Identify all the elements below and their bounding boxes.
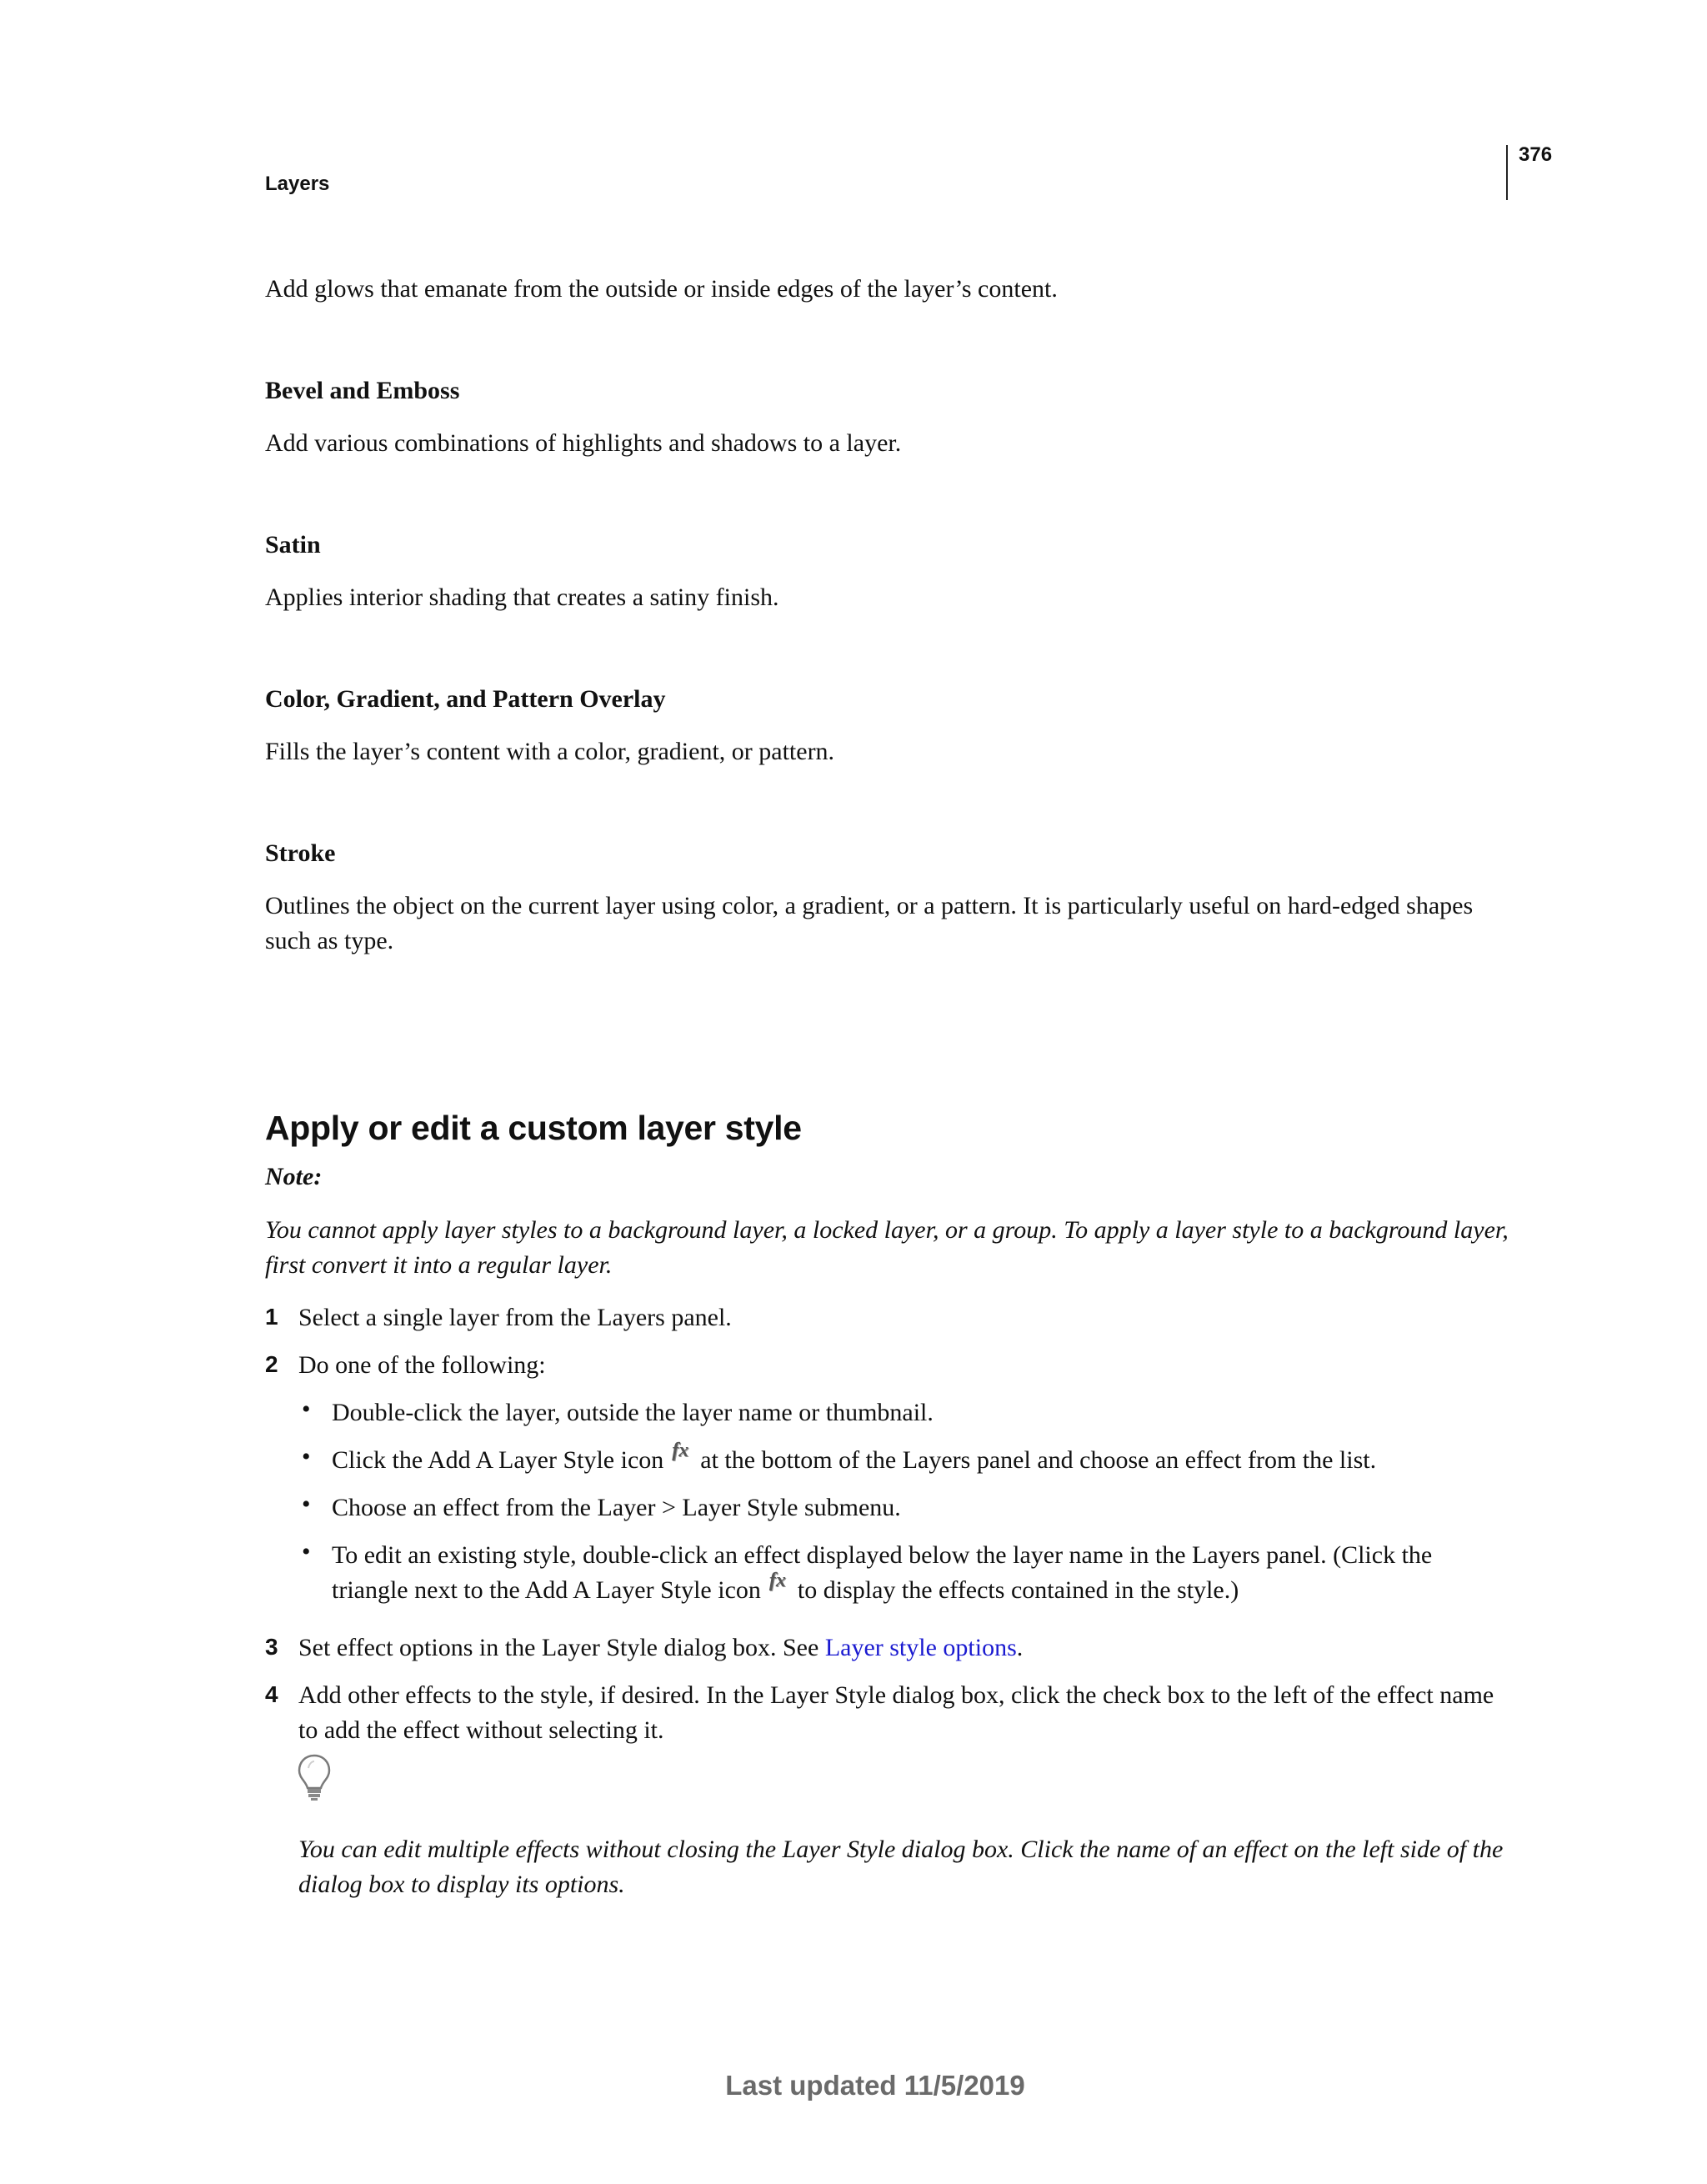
effect-text-satin: Applies interior shading that creates a satiny finish. — [265, 584, 779, 611]
effect-title-stroke: Stroke — [265, 839, 336, 867]
step-text-4: Add other effects to the style, if desired. In the Layer Style dialog box, click the check box to the left of the effect name to add the effect without selecting it. — [298, 1681, 1494, 1744]
bullet-4-marker: • — [302, 1538, 311, 1565]
tip-text: You can edit multiple effects without closing the Layer Style dialog box. Click the name of an effect on the left side of the dialog box to display its options. — [298, 1836, 1504, 1898]
step-number-4: 4 — [265, 1681, 278, 1707]
section-heading: Apply or edit a custom layer style — [265, 1109, 802, 1147]
page-number: 376 — [1519, 143, 1553, 166]
bullet-2-text-after: at the bottom of the Layers panel and choose an effect from the list. — [700, 1446, 1377, 1474]
step-number-2: 2 — [265, 1351, 278, 1377]
bullet-4-text — [332, 1538, 1499, 1610]
bullet-1-text: Double-click the layer, outside the layer name or thumbnail. — [332, 1399, 934, 1426]
bullet-2-text-before: Click the Add A Layer Style icon — [332, 1446, 664, 1474]
glow-description: Add glows that emanate from the outside or inside edges of the layer’s content. — [265, 275, 1058, 303]
bullet-2-marker: • — [302, 1443, 311, 1470]
note-label: Note: — [265, 1163, 323, 1190]
bullet-1-marker: • — [302, 1395, 311, 1423]
effect-title-overlay: Color, Gradient, and Pattern Overlay — [265, 685, 666, 713]
bullet-4-text-before: To edit an existing style, double-click an effect displayed below the layer name in the Layers panel. (Click the triangle next to the Add A Layer Style icon — [332, 1541, 1433, 1604]
effect-text-overlay: Fills the layer’s content with a color, gradient, or pattern. — [265, 738, 835, 765]
page-number-rule — [1506, 145, 1508, 200]
step-text-2: Do one of the following: — [298, 1351, 546, 1379]
lightbulb-icon — [297, 1753, 332, 1807]
last-updated-footer: Last updated 11/5/2019 — [725, 2070, 1025, 2101]
bullet-2-text — [332, 1440, 1515, 1480]
effect-title-bevel: Bevel and Emboss — [265, 377, 460, 404]
step-text-3 — [298, 1630, 1532, 1666]
running-head: Layers — [265, 173, 330, 195]
bullet-4-text-after: to display the effects contained in the style.) — [797, 1576, 1239, 1604]
layer-style-options-link[interactable]: Layer style options — [824, 1634, 1017, 1661]
step-text-3-after: . — [1016, 1634, 1024, 1661]
note-text: You cannot apply layer styles to a background layer, a locked layer, or a group. To apply a layer style to a background layer, first convert it into a regular layer. — [265, 1216, 1509, 1279]
add-layer-style-icon: fx — [768, 1570, 786, 1591]
bullet-3-marker: • — [302, 1490, 311, 1518]
step-number-3: 3 — [265, 1634, 278, 1660]
bullet-3-text: Choose an effect from the Layer > Layer Style submenu. — [332, 1494, 901, 1521]
step-text-3-before: Set effect options in the Layer Style dialog box. See — [298, 1634, 825, 1661]
effect-title-satin: Satin — [265, 531, 321, 559]
step-text-1: Select a single layer from the Layers panel. — [298, 1304, 732, 1331]
step-number-1: 1 — [265, 1304, 278, 1330]
add-layer-style-icon: fx — [672, 1440, 689, 1461]
effect-text-stroke: Outlines the object on the current layer using color, a gradient, or a pattern. It is particularly useful on hard-edged shapes such as type. — [265, 892, 1474, 954]
effect-text-bevel: Add various combinations of highlights and shadows to a layer. — [265, 429, 902, 457]
